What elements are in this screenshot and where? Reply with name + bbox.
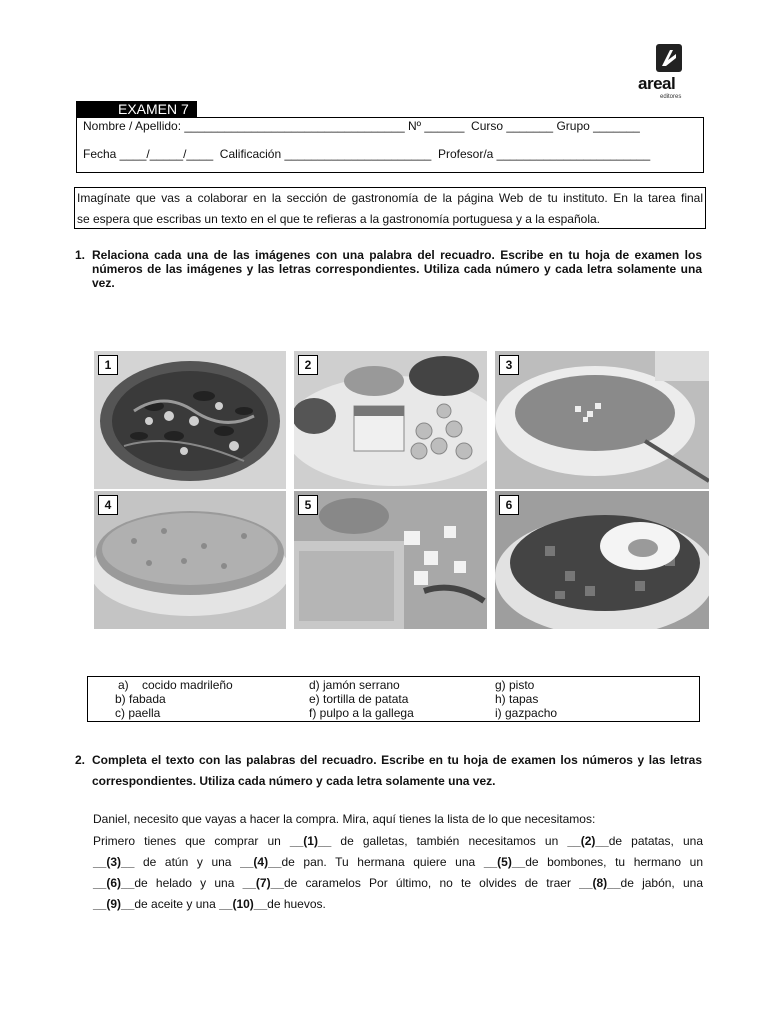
blank-2: __(2)__ [567,834,609,848]
passage-text: Primero tienes que comprar un [93,834,290,848]
passage-text: de galletas, también necesitamos un [331,834,568,848]
logo-subtitle: editores [660,94,682,100]
blank-6: __(6)__ [93,876,135,890]
passage-text: de patatas, una [608,834,704,848]
exam-label [76,101,197,117]
passage-text: de pan. Tu hermana quiere una [281,855,484,869]
paella-photo [94,351,286,489]
word-box [87,676,700,722]
passage-line-5 [93,897,703,911]
word-a: a) cocido madrileño [118,678,233,692]
tapas-photo [294,491,487,629]
blank-8: __(8)__ [579,876,621,890]
date-grade-line: Fecha ____/_____/____ Calificación ______________________ Profesor/a _______________________ [83,147,651,161]
passage-line-2 [93,834,703,848]
question-1 [75,248,702,290]
word-i: i) gazpacho [495,706,558,720]
question-1-text: Relaciona cada una de las imágenes con una palabra del recuadro. Escribe en tu hoja de examen los números de las imágenes y las letras correspondientes. Utiliza cada número y cada letra solamente una vez. [92,248,702,290]
cocido-photo [294,351,487,489]
blank-5: __(5)__ [483,855,526,869]
question-1-number: 1. [75,248,86,262]
image-number-badge: 5 [298,495,318,515]
blank-1: __(1)__ [289,834,332,848]
passage-line-3 [93,855,703,869]
image-number-badge: 3 [499,355,519,375]
image-number-badge: 4 [98,495,118,515]
intro-line-1: Imagínate que vas a colaborar en la sección de gastronomía de la página Web de tu instituto. En la tarea final [77,191,703,205]
student-info-box [76,117,704,173]
passage-text: de huevos. [267,897,326,911]
areal-logo [630,44,706,100]
question-2-number: 2. [75,753,86,767]
intro-line-2: se espera que escribas un texto en el que te refieras a la gastronomía portuguesa y a la española. [77,212,600,226]
passage-text: de caramelos Por último, no te olvides de traer [283,876,580,890]
passage-text: de bombones, tu hermano un [525,855,703,869]
gazpacho-photo [495,351,709,489]
question-2-text: Completa el texto con las palabras del recuadro. Escribe en tu hoja de examen los números y las letras correspondientes. Utiliza cada número y cada letra solamente una vez. [92,753,702,788]
image-number-badge: 2 [298,355,318,375]
word-h: h) tapas [495,692,539,706]
passage-text: de aceite y una [134,897,220,911]
passage-line-1: Daniel, necesito que vayas a hacer la compra. Mira, aquí tienes la lista de lo que necesitamos: [93,812,596,826]
blank-9: __(9)__ [93,897,135,911]
blank-10: __(10)__ [219,897,268,911]
passage-line-4 [93,876,703,890]
exam-label-text: EXAMEN 7 [118,101,189,117]
blank-3: __(3)__ [93,855,135,869]
word-e: e) tortilla de patata [309,692,409,706]
image-number-badge: 6 [499,495,519,515]
question-2 [75,750,702,792]
tortilla-photo [94,491,286,629]
word-b: b) fabada [115,692,166,706]
image-number-badge: 1 [98,355,118,375]
passage-text: de jabón, una [620,876,703,890]
word-g: g) pisto [495,678,535,692]
blank-4: __(4)__ [240,855,282,869]
logo-word: areal [638,74,676,93]
student-name-line: Nombre / Apellido: _________________________________ Nº ______ Curso _______ Grupo _______ [83,119,640,133]
passage-text: de helado y una [134,876,243,890]
intro-box [74,187,706,229]
word-d: d) jamón serrano [309,678,400,692]
logo-mark-icon [656,44,682,72]
word-f: f) pulpo a la gallega [309,706,414,720]
blank-7: __(7)__ [242,876,284,890]
word-c: c) paella [115,706,161,720]
pisto-photo [495,491,709,629]
passage-text: de atún y una [134,855,241,869]
